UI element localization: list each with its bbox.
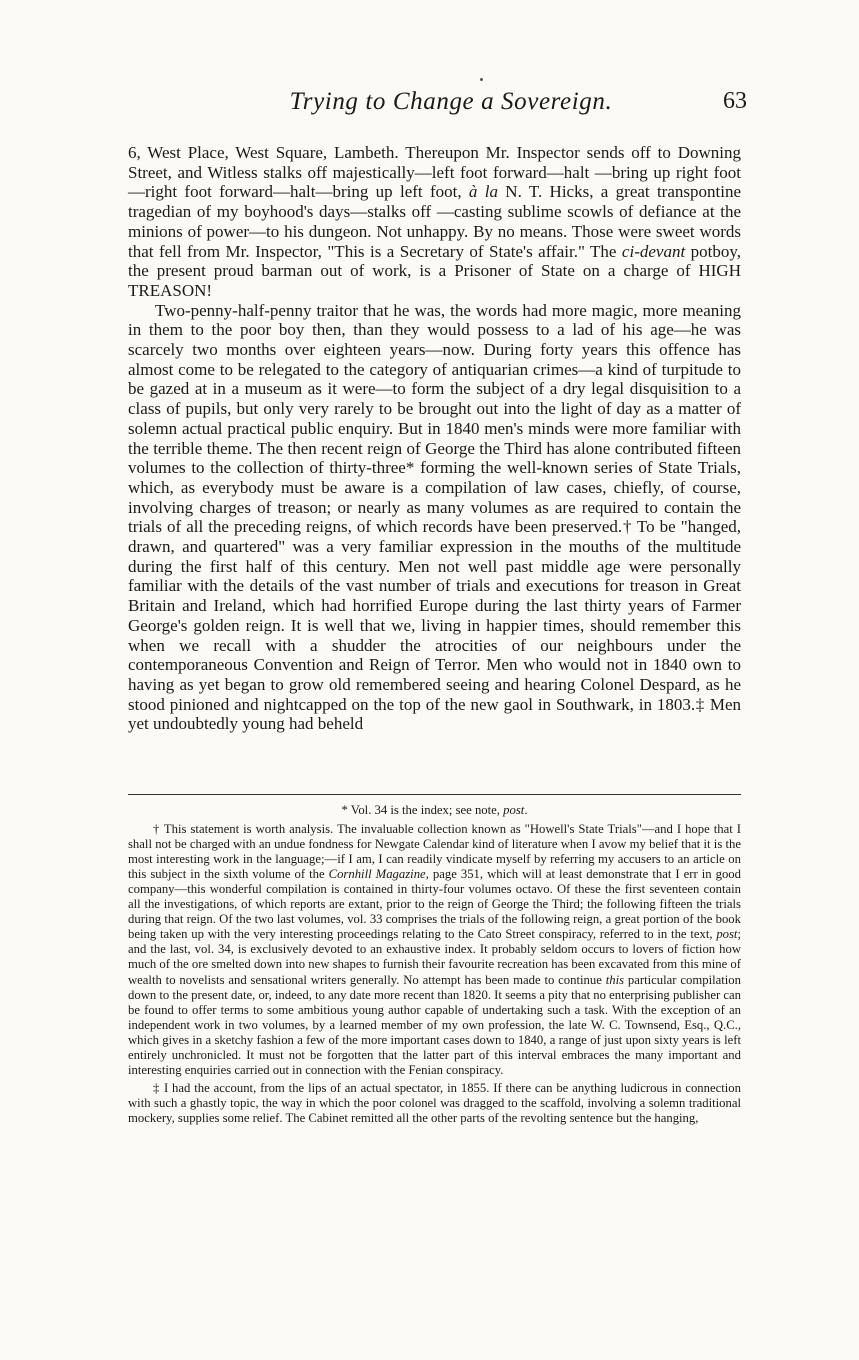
running-header: [125, 88, 747, 128]
italic-text: post: [716, 927, 738, 942]
italic-text: ci-devant: [621, 241, 686, 261]
italic-text: post: [503, 803, 525, 817]
text-run: N. T. Hicks, a great transpontine tragedian of my boyhood's days—stalks off —casting sublime scowls of defiance at the minions of power—to his dungeon. Not unhappy. By no means. Those were sweet words that fell from Mr. Inspector, "This is a Secretary of State's affair." The: [128, 182, 741, 261]
text-run: potboy, the present proud barman out of work, is a Prisoner of State on a charge of HIGH TREASON!: [128, 241, 741, 300]
italic-text: à la: [468, 182, 498, 202]
text-run: Two-penny-half-penny traitor that he was, the words had more magic, more meaning in them to the poor boy then, than they would possess to a lad of his age—he was scarcely two months over eighteen years—now. During forty years this offence has almost come to be relegated to the category of antiquarian crimes—a kind of turpitude to be gazed at in a museum as it were—to form the subject of a dry legal disquisition to a class of pupils, but only very rarely to be brought out into the light of day as a matter of solemn actual practical public enquiry. But in 1840 men's minds were more familiar with the terrible theme. The then recent reign of George the Third has alone contributed fifteen volumes to the collection of thirty-three* forming the well-known series of State Trials, which, as everybody must be aware is a compilation of law cases, chiefly, of course, involving charges of treason; or nearly as many volumes as are required to contain the trials of all the preceding reigns, of which records have been preserved.† To be "hanged, drawn, and quartered" was a very familiar expression in the mouths of the multitude during the first half of this century. Men not well past middle age were personally familiar with the details of the vast number of trials and executions for treason in Great Britain and Ireland, which had horrified Europe during the last thirty years of Farmer George's golden reign. It is well that we, living in happier times, should remember this when we recall with a shudder the atrocities of our neighbours under the contemporaneous Convention and Reign of Terror. Men who would not in 1840 own to having as yet began to grow old remembered seeing and hearing Colonel Despard, as he stood pinioned and nightcapped on the top of the new gaol in Southwark, in 1803.‡ Men yet undoubtedly young had beheld: [128, 300, 741, 734]
footnotes: [128, 803, 741, 1126]
running-title: Trying to Change a Sovereign.: [289, 88, 613, 115]
text-run: † This statement is worth analysis. The invaluable collection known as "Howell's State Trials"—and I hope that I shall not be charged with an undue fondness for Newgate Calendar kind of literature when I avow my belief that it is the most interesting work in the language;—if I am, I can readily vindicate myself by referring my accusers to an article on this subject in the sixth volume of the: [128, 822, 741, 882]
text-run: 6, West Place, West Square, Lambeth. Thereupon Mr. Inspector sends off to Downing Street, and Witless stalks off majestically—left foot forward—halt —bring up right foot—right foot forward—halt—bring up left foot,: [128, 143, 741, 202]
page-number: 63: [723, 88, 747, 114]
text-run: particular compilation down to the present date, or, indeed, to any date more recent than 1820. It seems a pity that no enterprising publisher can be found to offer terms to some ambitious young author capable of undertaking such a task. With the exception of an independent work in two volumes, by a learned member of my own profession, the late W. C. Townsend, Esq., Q.C., which gives in a sketchy fashion a few of the more important cases down to 1840, a range of just upon sixty years is left entirely unchronicled. It must not be forgotten that the latter part of this interval embraces the many important and interesting enquiries carried out in connection with the Fenian conspiracy.: [128, 972, 741, 1077]
footnote-rule: [128, 794, 741, 795]
footnote: [128, 1081, 741, 1126]
main-text: [128, 143, 741, 734]
text-run: ; and the last, vol. 34, is exclusively devoted to an exhaustive index. It probably seldom occurs to lovers of fiction how much of the ore smelted down into new shapes to furnish their favourite recreation has been excavated from this mine of wealth to novelists and sensational writers generally. No attempt has been made to continue: [128, 927, 741, 987]
italic-text: Cornhill Magazine: [328, 867, 426, 882]
text-run: , page 351, which will at least demonstrate that I err in good company—this wonderful compilation is contained in thirty-four volumes octavo. Of these the first seventeen contain all the investigations, of which reports are extant, prior to the reign of George the Third; the following fifteen the trials during that reign. Of the two last volumes, vol. 33 comprises the trials of the following reign, a great portion of the book being taken up with the very interesting proceedings relating to the Cato Street conspiracy, referred to in the text,: [128, 867, 741, 942]
printers-mark: [480, 78, 483, 81]
italic-text: this: [605, 972, 625, 987]
footnote: [128, 803, 741, 818]
footnote: [128, 822, 741, 1078]
text-run: ‡ I had the account, from the lips of an actual spectator, in 1855. If there can be anything ludicrous in connection with such a ghastly topic, the way in which the poor colonel was dragged to the scaffold, involving a solemn traditional mockery, supplies some relief. The Cabinet remitted all the other parts of the revolting sentence but the hanging,: [128, 1080, 741, 1125]
text-run: .: [524, 803, 528, 817]
text-run: * Vol. 34 is the index; see note,: [341, 803, 504, 817]
body-paragraph: [128, 143, 741, 301]
body-paragraph: [128, 301, 741, 734]
